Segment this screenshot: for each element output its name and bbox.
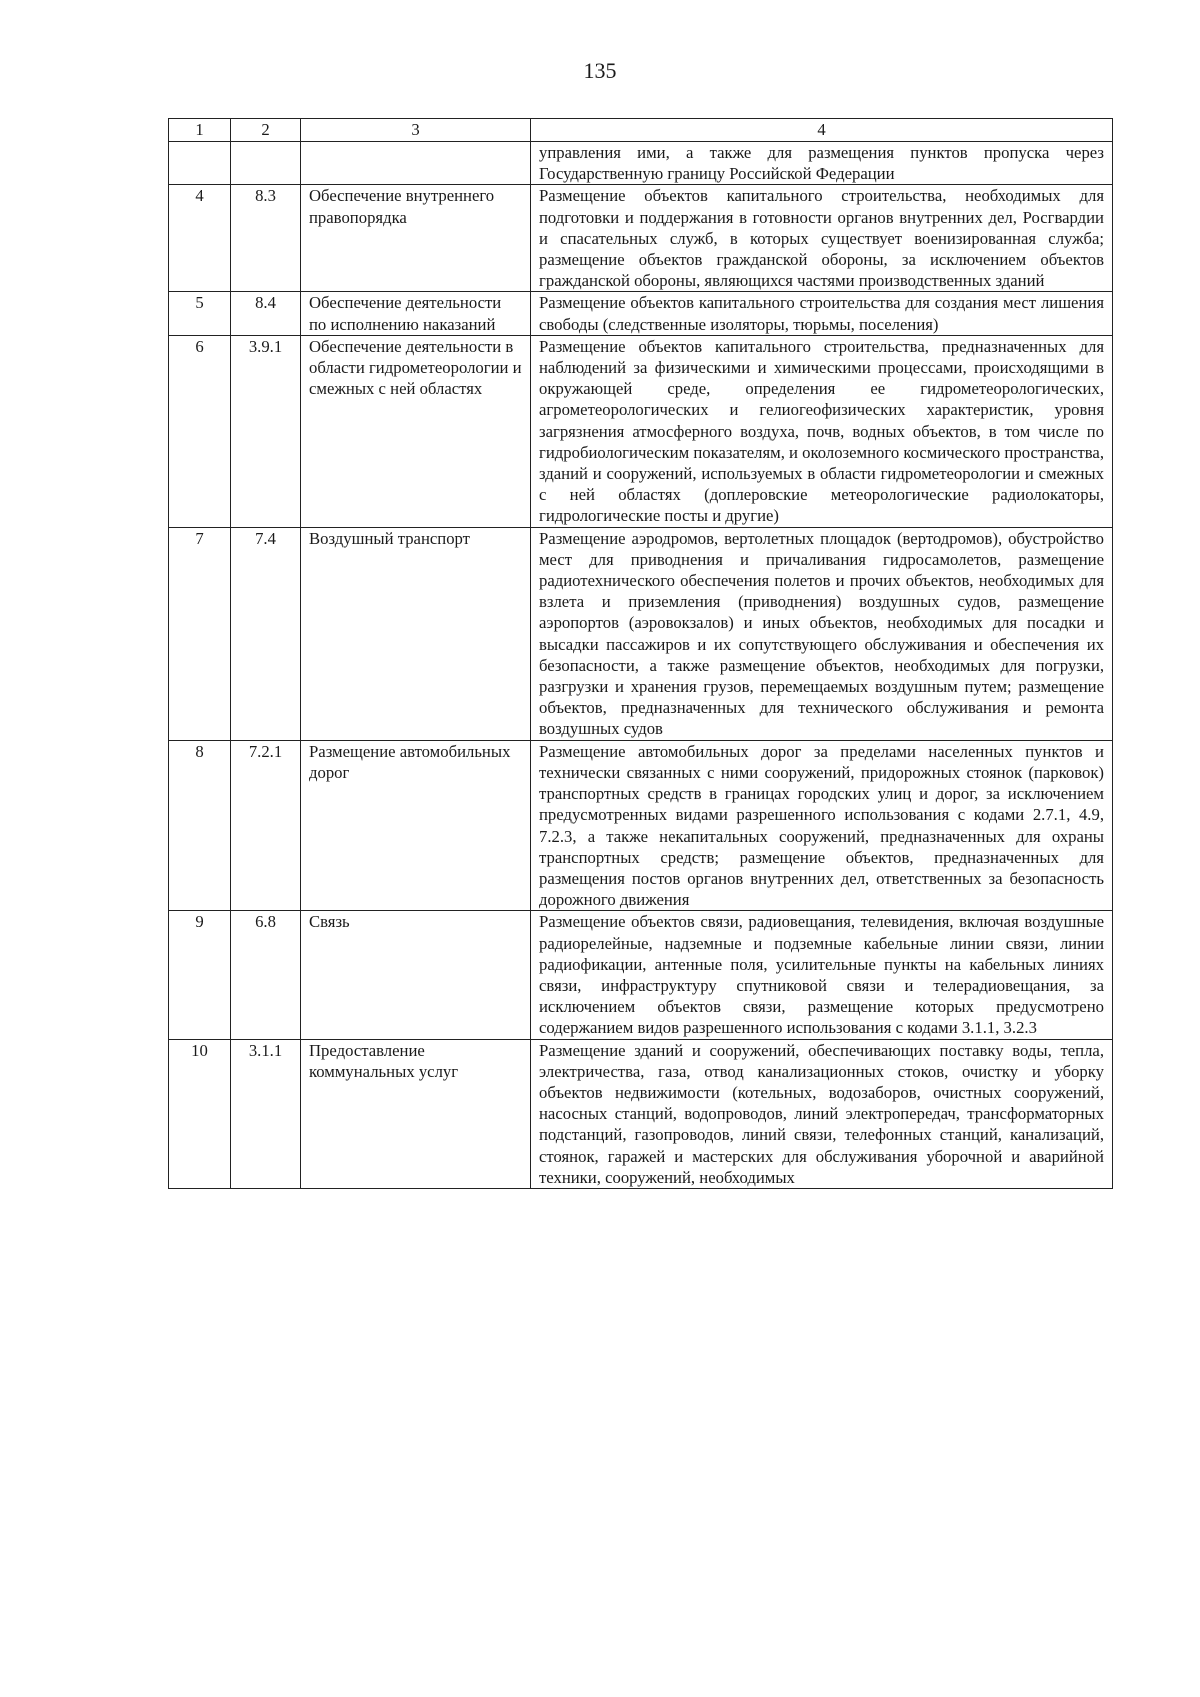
use-description: Размещение объектов капитального строительства, предназначенных для наблюдений за физическими и химическими процессами, происходящими в окружающей среде, определения ее гидрометеорологических, агрометеорологических и гелиогеофизических характеристик, уровня загрязнения атмосферного воздуха, почв, водных объектов, в том числе по гидробиологическим показателям, и околоземного космического пространства, зданий и сооружений, используемых в области гидрометеорологии и смежных с ней областях (доплеровские метеорологические радиолокаторы, гидрологические посты и другие) bbox=[531, 335, 1113, 527]
use-code: 8.3 bbox=[231, 185, 301, 292]
table-row bbox=[169, 740, 1113, 911]
use-description: Размещение автомобильных дорог за пределами населенных пунктов и технически связанных с ними сооружений, придорожных стоянок (парковок) транспортных средств в границах городских улиц и дорог, за исключением предусмотренных видами разрешенного использования с кодами 2.7.1, 4.9, 7.2.3, а также некапитальных сооружений, предназначенных для охраны транспортных средств; размещение объектов, предназначенных для размещения постов органов внутренних дел, ответственных за безопасность дорожного движения bbox=[531, 740, 1113, 911]
row-number: 10 bbox=[169, 1039, 231, 1188]
use-code: 7.4 bbox=[231, 527, 301, 740]
table-row bbox=[169, 142, 1113, 185]
use-description: Размещение аэродромов, вертолетных площадок (вертодромов), обустройство мест для приводнения и причаливания гидросамолетов, размещение радиотехнического обеспечения полетов и прочих объектов, необходимых для взлета и приземления (приводнения) воздушных судов, размещение аэропортов (аэровокзалов) и иных объектов, необходимых для посадки и высадки пассажиров и их сопутствующего обслуживания и обеспечения их безопасности, а также размещение объектов, необходимых для погрузки, разгрузки и хранения грузов, перемещаемых воздушным путем; размещение объектов, предназначенных для технического обслуживания и ремонта воздушных судов bbox=[531, 527, 1113, 740]
use-name: Обеспечение внутреннего правопорядка bbox=[301, 185, 531, 292]
column-header: 3 bbox=[301, 119, 531, 142]
use-name: Обеспечение деятельности по исполнению наказаний bbox=[301, 292, 531, 335]
use-description: Размещение объектов капитального строительства, необходимых для подготовки и поддержания в готовности органов внутренних дел, Росгвардии и спасательных служб, в которых существует военизированная служба; размещение объектов гражданской обороны, за исключением объектов гражданской обороны, являющихся частями производственных зданий bbox=[531, 185, 1113, 292]
use-name: Воздушный транспорт bbox=[301, 527, 531, 740]
use-description: Размещение объектов капитального строительства для создания мест лишения свободы (следственные изоляторы, тюрьмы, поселения) bbox=[531, 292, 1113, 335]
row-number: 7 bbox=[169, 527, 231, 740]
use-name: Размещение автомобильных дорог bbox=[301, 740, 531, 911]
use-description: Размещение объектов связи, радиовещания, телевидения, включая воздушные радиорелейные, надземные и подземные кабельные линии связи, линии радиофикации, антенные поля, усилительные пункты на кабельных линиях связи, инфраструктуру спутниковой связи и телерадиовещания, за исключением объектов связи, размещение которых предусмотрено содержанием видов разрешенного использования с кодами 3.1.1, 3.2.3 bbox=[531, 911, 1113, 1039]
use-code: 3.9.1 bbox=[231, 335, 301, 527]
table-row bbox=[169, 185, 1113, 292]
use-code: 8.4 bbox=[231, 292, 301, 335]
column-header: 2 bbox=[231, 119, 301, 142]
table-body bbox=[169, 119, 1113, 1189]
row-number: 9 bbox=[169, 911, 231, 1039]
table-row bbox=[169, 335, 1113, 527]
table-row bbox=[169, 1039, 1113, 1188]
row-number: 8 bbox=[169, 740, 231, 911]
page-number: 135 bbox=[583, 58, 617, 83]
column-header: 4 bbox=[531, 119, 1113, 142]
use-description: Размещение зданий и сооружений, обеспечивающих поставку воды, тепла, электричества, газа, отвод канализационных стоков, очистку и уборку объектов недвижимости (котельных, водозаборов, очистных сооружений, насосных станций, водопроводов, линий электропередач, трансформаторных подстанций, газопроводов, линий связи, телефонных станций, канализаций, стоянок, гаражей и мастерских для обслуживания уборочной и аварийной техники, сооружений, необходимых bbox=[531, 1039, 1113, 1188]
use-name: Обеспечение деятельности в области гидрометеорологии и смежных с ней областях bbox=[301, 335, 531, 527]
use-code: 3.1.1 bbox=[231, 1039, 301, 1188]
row-number: 4 bbox=[169, 185, 231, 292]
row-number: 5 bbox=[169, 292, 231, 335]
use-name: Предоставление коммунальных услуг bbox=[301, 1039, 531, 1188]
table-row bbox=[169, 527, 1113, 740]
table-row bbox=[169, 911, 1113, 1039]
use-code: 7.2.1 bbox=[231, 740, 301, 911]
table-row bbox=[169, 292, 1113, 335]
permitted-use-table bbox=[168, 118, 1113, 1189]
use-code bbox=[231, 142, 301, 185]
row-number: 6 bbox=[169, 335, 231, 527]
column-header: 1 bbox=[169, 119, 231, 142]
table-header-row bbox=[169, 119, 1113, 142]
use-description: управления ими, а также для размещения пунктов пропуска через Государственную границу Российской Федерации bbox=[531, 142, 1113, 185]
use-name: Связь bbox=[301, 911, 531, 1039]
use-code: 6.8 bbox=[231, 911, 301, 1039]
row-number bbox=[169, 142, 231, 185]
use-name bbox=[301, 142, 531, 185]
